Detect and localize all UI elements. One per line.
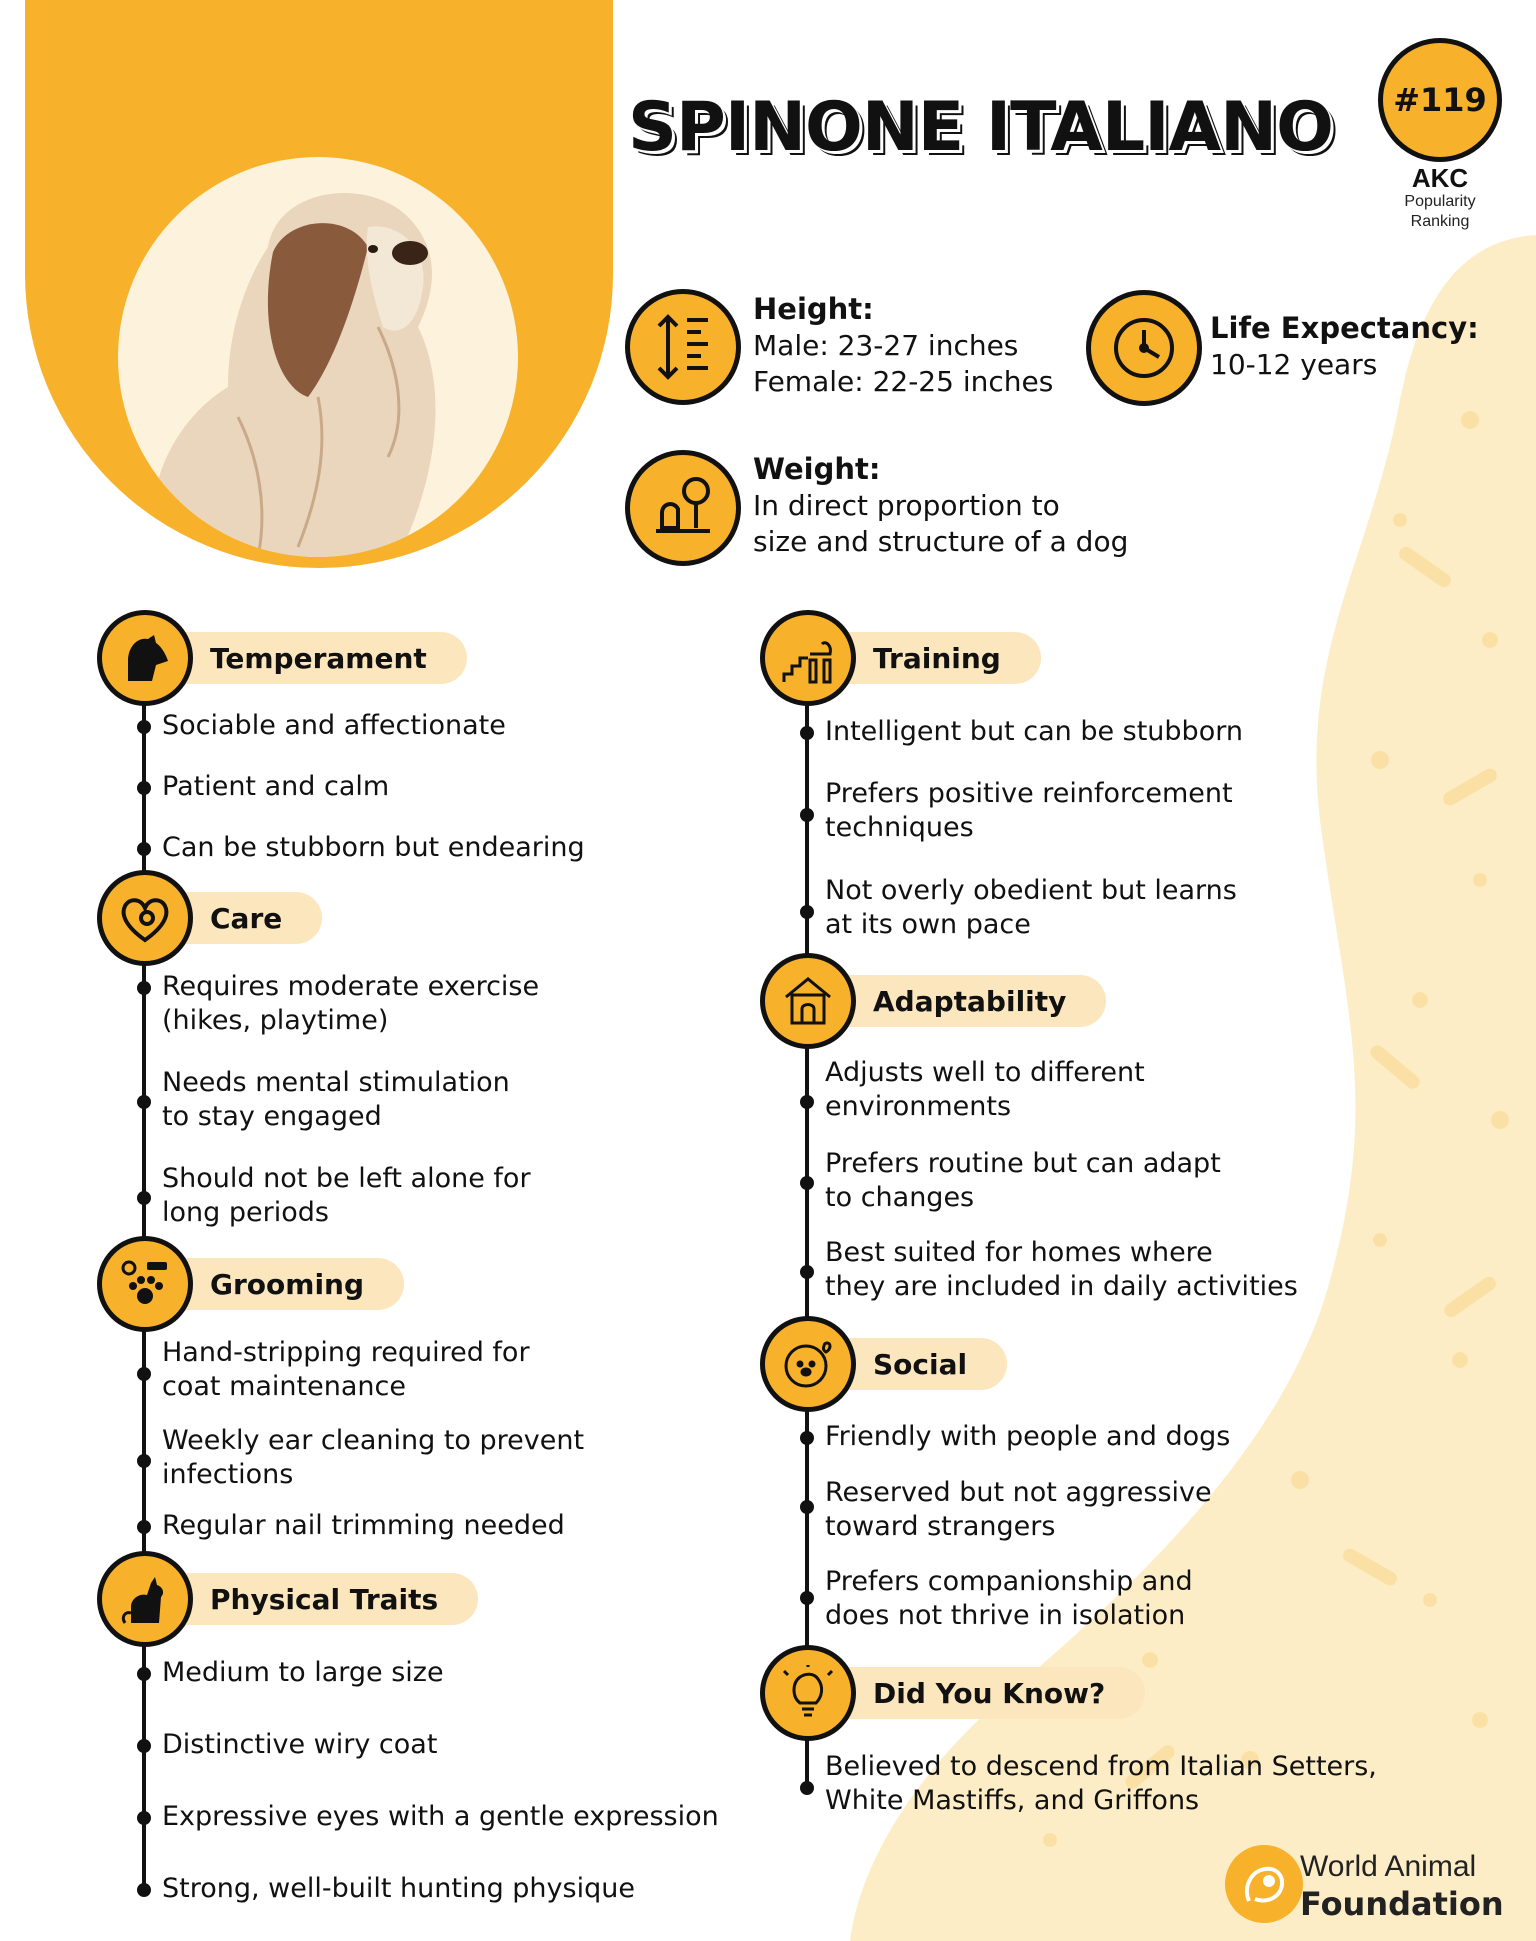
bullet-dot (137, 1095, 151, 1109)
list-item: Needs mental stimulation to stay engaged (162, 1067, 510, 1132)
weight-label: Weight: (753, 452, 881, 486)
clock-icon (1086, 290, 1202, 406)
list-item: Sociable and affectionate (162, 710, 506, 741)
sitting-dog-icon (97, 1551, 193, 1647)
section-title: Adaptability (793, 975, 1106, 1027)
bullet-dot (137, 1367, 151, 1381)
rank-caption (1378, 192, 1502, 232)
logo-text-line2: Foundation (1300, 1885, 1504, 1923)
list-item: Prefers routine but can adapt to changes (825, 1148, 1221, 1213)
bullet-dot (800, 726, 814, 740)
life-expectancy-value: 10-12 years (1210, 348, 1378, 381)
section-title: Grooming (130, 1258, 404, 1310)
bullet-dot (137, 842, 151, 856)
list-item: Medium to large size (162, 1657, 444, 1688)
list-item: Strong, well-built hunting physique (162, 1873, 635, 1904)
list-item: Adjusts well to different environments (825, 1057, 1145, 1122)
bullet-dot (137, 1883, 151, 1897)
list-item: Weekly ear cleaning to prevent infections (162, 1425, 585, 1490)
bullet-dot (137, 781, 151, 795)
bullet-dot (800, 1591, 814, 1605)
bullet-dot (137, 1811, 151, 1825)
list-item: Can be stubborn but endearing (162, 832, 585, 863)
section-title: Care (130, 892, 322, 944)
height-ruler-icon (625, 289, 741, 405)
list-item: Believed to descend from Italian Setters, White Mastiffs, and Griffons (825, 1751, 1377, 1816)
bullet-dot (800, 1265, 814, 1279)
bullet-dot (800, 905, 814, 919)
height-female: Female: 22-25 inches (753, 365, 1054, 398)
list-item: Best suited for homes where they are included in daily activities (825, 1237, 1298, 1302)
bullet-dot (137, 720, 151, 734)
dog-portrait (118, 157, 518, 557)
rank-caption-line1: Popularity (1404, 193, 1476, 210)
heart-dog-icon (97, 870, 193, 966)
section-title: Temperament (130, 632, 467, 684)
bullet-dot (800, 1781, 814, 1795)
list-item: Regular nail trimming needed (162, 1510, 565, 1541)
list-item: Intelligent but can be stubborn (825, 716, 1243, 747)
list-item: Friendly with people and dogs (825, 1421, 1231, 1452)
section-title: Physical Traits (130, 1573, 478, 1625)
section-title: Did You Know? (793, 1667, 1145, 1719)
life-expectancy-label: Life Expectancy: (1210, 311, 1479, 345)
section-title: Training (793, 632, 1041, 684)
dog-head-icon (97, 610, 193, 706)
bullet-dot (800, 1431, 814, 1445)
bullet-dot (800, 808, 814, 822)
list-item: Requires moderate exercise (hikes, playtime) (162, 971, 540, 1036)
weight-line1: In direct proportion to (753, 489, 1060, 522)
list-item: Prefers positive reinforcement techniques (825, 778, 1233, 843)
foundation-logo-icon (1225, 1845, 1303, 1923)
agility-ramp-icon (760, 610, 856, 706)
height-male: Male: 23-27 inches (753, 329, 1019, 362)
grooming-tools-icon (97, 1236, 193, 1332)
rank-org: AKC (1411, 163, 1469, 193)
bullet-dot (800, 1176, 814, 1190)
bullet-dot (137, 1520, 151, 1534)
height-label: Height: (753, 292, 874, 326)
weight-line2: size and structure of a dog (753, 525, 1129, 558)
list-item: Expressive eyes with a gentle expression (162, 1801, 719, 1832)
bullet-dot (137, 1454, 151, 1468)
list-item: Hand-stripping required for coat maintenance (162, 1337, 530, 1402)
rank-badge: #119 (1378, 38, 1502, 162)
bullet-dot (800, 1095, 814, 1109)
dog-house-icon (760, 953, 856, 1049)
bullet-dot (137, 981, 151, 995)
bullet-dot (800, 1500, 814, 1514)
rank-caption-line2: Ranking (1410, 213, 1470, 230)
list-item: Distinctive wiry coat (162, 1729, 438, 1760)
section-title: Social (793, 1338, 1007, 1390)
logo-text-line1: World Animal (1300, 1850, 1477, 1883)
page-title: SPINONE ITALIANO (628, 88, 1333, 167)
list-item: Patient and calm (162, 771, 390, 802)
list-item: Not overly obedient but learns at its own pace (825, 875, 1237, 940)
weight-scale-icon (625, 450, 741, 566)
right-timeline (805, 660, 809, 1790)
bullet-dot (137, 1191, 151, 1205)
list-item: Should not be left alone for long periods (162, 1163, 531, 1228)
dog-face-heart-icon (760, 1316, 856, 1412)
bullet-dot (137, 1667, 151, 1681)
bullet-dot (137, 1739, 151, 1753)
lightbulb-icon (760, 1645, 856, 1741)
list-item: Prefers companionship and does not thrive in isolation (825, 1566, 1193, 1631)
list-item: Reserved but not aggressive toward strangers (825, 1477, 1212, 1542)
